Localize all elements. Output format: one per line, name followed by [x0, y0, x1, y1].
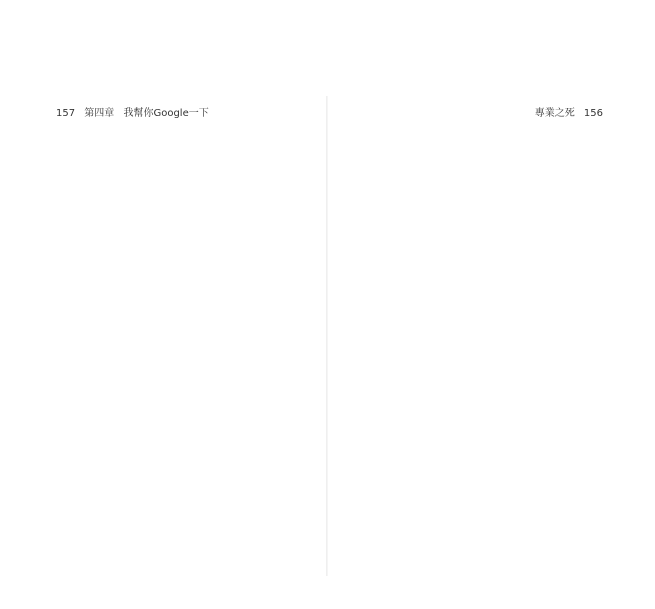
left-page — [0, 0, 326, 609]
left-page-number: 157 — [56, 108, 76, 119]
right-running-head — [535, 104, 609, 119]
left-page-body — [60, 128, 292, 548]
right-page — [328, 0, 655, 609]
book-running-title: 專業之死 — [534, 108, 575, 119]
chapter-number: 第四章 — [84, 108, 115, 119]
chapter-title: 我幫你Google一下 — [123, 108, 209, 119]
right-page-number: 156 — [583, 108, 603, 119]
left-running-head — [50, 104, 215, 119]
right-page-body — [374, 128, 604, 548]
